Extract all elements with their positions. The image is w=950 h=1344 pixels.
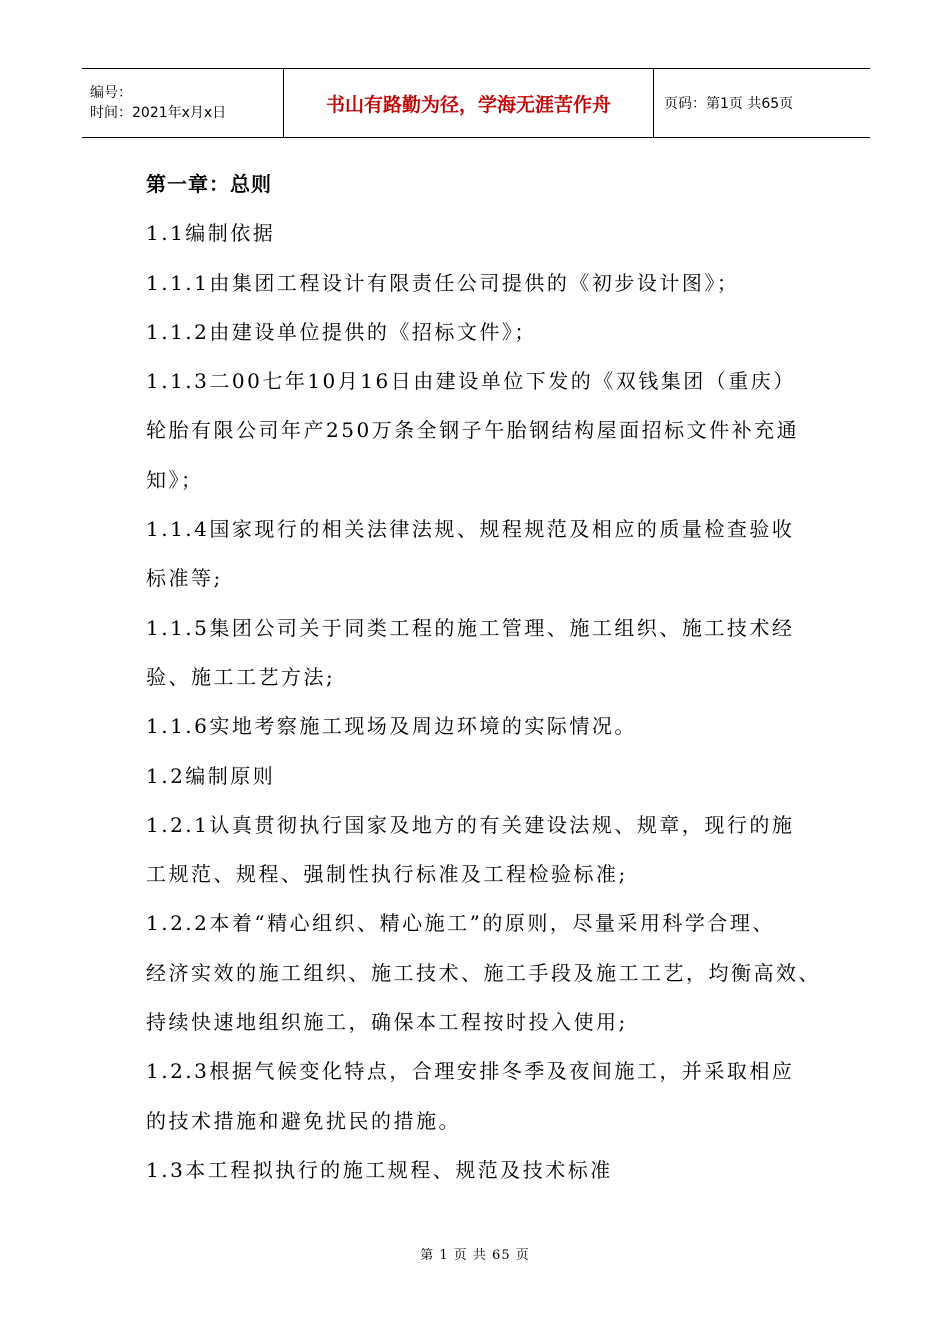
text-line: 1.1.2由建设单位提供的《招标文件》； (146, 319, 537, 344)
text-line: 工规范、规程、强制性执行标准及工程检验标准; (146, 862, 628, 887)
text-line: 验、施工工艺方法; (146, 664, 336, 689)
text-line: 轮胎有限公司年产250万条全钢子午胎钢结构屋面招标文件补充通 (146, 418, 800, 443)
document-number-label: 编号： (90, 85, 132, 101)
section-heading: 1.3本工程拟执行的施工规程、规范及技术标准 (146, 1157, 613, 1182)
header-page-info (654, 69, 870, 137)
text-line: 标准等; (146, 566, 223, 591)
text-line: 1.2.2本着“精心组织、精心施工”的原则，尽量采用科学合理、 (146, 911, 775, 936)
text-line: 1.1.5集团公司关于同类工程的施工管理、施工组织、施工技术经 (146, 615, 795, 640)
page-footer (0, 1244, 950, 1263)
section-heading: 1.1编制依据 (146, 221, 276, 246)
section-heading: 1.2编制原则 (146, 763, 276, 788)
chapter-title: 第一章：总则 (146, 172, 272, 196)
text-line: 持续快速地组织施工，确保本工程按时投入使用; (146, 1010, 628, 1035)
page-info-text: 页码：第1页 共65页 (664, 96, 794, 112)
text-line: 经济实效的施工组织、施工技术、施工手段及施工工艺，均衡高效、 (146, 960, 821, 985)
header-motto (284, 69, 654, 137)
text-line: 1.2.3根据气候变化特点，合理安排冬季及夜间施工，并采取相应 (146, 1059, 795, 1084)
text-line: 1.1.4国家现行的相关法律法规、规程规范及相应的质量检查验收 (146, 517, 795, 542)
text-line: 1.1.6实地考察施工现场及周边环境的实际情况。 (146, 714, 637, 739)
text-line: 1.1.3二00七年10月16日由建设单位下发的《双钱集团（重庆） (146, 369, 796, 394)
text-line: 的技术措施和避免扰民的措施。 (146, 1108, 461, 1133)
document-body (146, 160, 826, 1195)
document-date: 时间：2021年x月x日 (90, 105, 227, 121)
page-header (82, 68, 870, 138)
text-line: 1.2.1认真贯彻执行国家及地方的有关建设法规、规章，现行的施 (146, 812, 795, 837)
text-line: 知》； (146, 467, 204, 492)
footer-page-number: 第 1 页 共 65 页 (420, 1248, 530, 1263)
motto-text: 书山有路勤为径，学海无涯苦作舟 (325, 93, 611, 116)
header-meta (82, 69, 284, 137)
text-line: 1.1.1由集团工程设计有限责任公司提供的《初步设计图》； (146, 270, 740, 295)
